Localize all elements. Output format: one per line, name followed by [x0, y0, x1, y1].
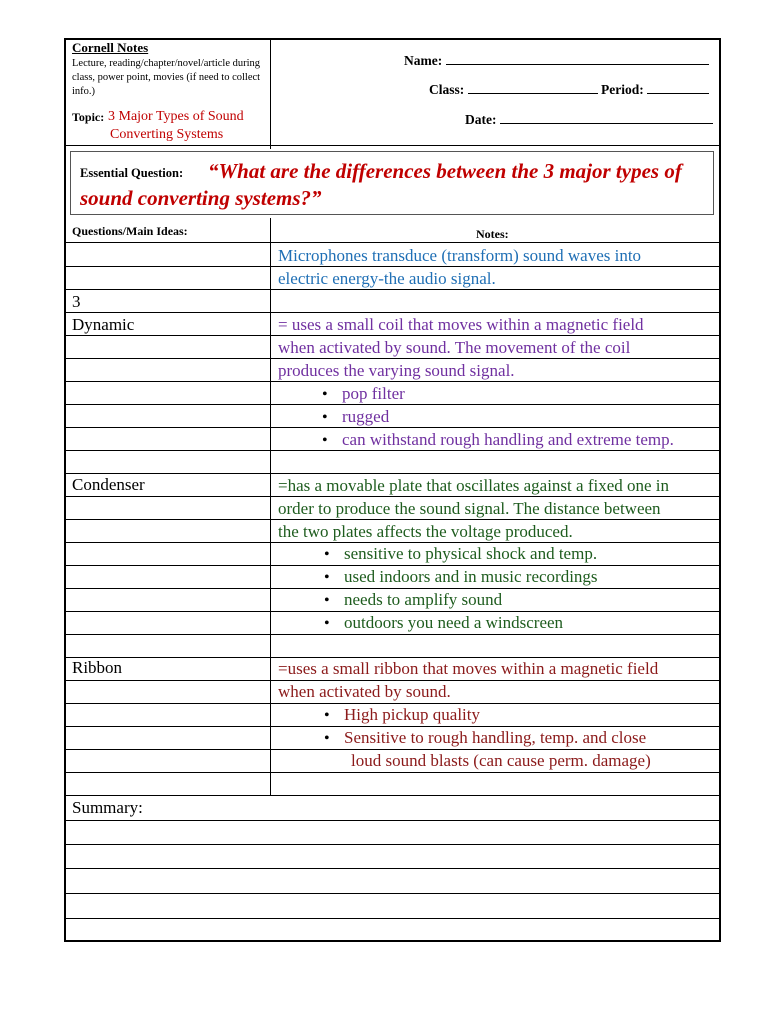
class-field[interactable]	[429, 81, 709, 98]
essential-question-text: “What are the differences between the 3 major types of sound converting systems?”	[80, 159, 682, 210]
note-dynamic-3: produces the varying sound signal.	[278, 361, 515, 380]
name-blank[interactable]	[446, 52, 709, 65]
summary-line	[64, 844, 721, 845]
note-dynamic-1: = uses a small coil that moves within a magnetic field	[278, 315, 644, 334]
date-label: Date:	[465, 112, 497, 127]
header-divider-tick	[270, 139, 271, 149]
dynamic-bullet-3: • can withstand rough handling and extreme temp.	[322, 429, 674, 452]
condenser-bullet-4: • outdoors you need a windscreen	[324, 612, 563, 635]
grid-row-line	[64, 795, 721, 796]
page-title: Cornell Notes	[72, 40, 149, 55]
header-divider	[270, 38, 271, 145]
ribbon-bullet-2: • Sensitive to rough handling, temp. and close	[324, 727, 646, 750]
summary-line	[64, 918, 721, 919]
name-field[interactable]	[404, 52, 709, 69]
idea-ribbon: Ribbon	[72, 658, 123, 677]
column-divider	[270, 218, 271, 795]
note-condenser-1: =has a movable plate that oscillates against a fixed one in	[278, 476, 670, 495]
header-bottom-line	[64, 145, 721, 146]
summary-line	[64, 868, 721, 869]
note-intro-1: Microphones transduce (transform) sound waves into	[278, 246, 642, 265]
page-subtitle: Lecture, reading/chapter/novel/article during class, power point, movies (if need to collect info.)	[72, 58, 261, 97]
summary-line	[64, 820, 721, 821]
dynamic-bullet-2: • rugged	[322, 406, 389, 429]
note-intro-2: electric energy-the audio signal.	[278, 269, 496, 288]
idea-condenser: Condenser	[72, 475, 145, 494]
note-condenser-2: order to produce the sound signal. The distance between	[278, 499, 661, 518]
note-ribbon-1: =uses a small ribbon that moves within a magnetic field	[278, 659, 659, 678]
class-blank[interactable]	[468, 81, 598, 94]
name-label: Name:	[404, 53, 443, 68]
note-ribbon-2: when activated by sound.	[278, 682, 451, 701]
period-blank[interactable]	[647, 81, 709, 94]
questions-header: Questions/Main Ideas:	[72, 224, 188, 238]
idea-dynamic: Dynamic	[72, 315, 135, 334]
topic-label: Topic:	[72, 110, 105, 124]
condenser-bullet-3: • needs to amplify sound	[324, 589, 502, 612]
summary-label: Summary:	[72, 798, 143, 817]
date-field[interactable]	[465, 111, 713, 128]
note-dynamic-2: when activated by sound. The movement of the coil	[278, 338, 631, 357]
idea-count: 3	[72, 292, 81, 311]
grid-row-line	[64, 473, 721, 474]
essential-question-label: Essential Question:	[80, 166, 184, 180]
date-blank[interactable]	[500, 111, 713, 124]
dynamic-bullet-1: • pop filter	[322, 383, 405, 406]
period-label: Period:	[601, 82, 644, 97]
grid-row-line	[64, 242, 721, 243]
class-label: Class:	[429, 82, 465, 97]
topic-value: 3 Major Types of Sound Converting Systems	[108, 109, 244, 142]
summary-line	[64, 893, 721, 894]
condenser-bullet-2: • used indoors and in music recordings	[324, 566, 598, 589]
notes-header: Notes:	[476, 227, 509, 241]
grid-row-line	[64, 772, 721, 773]
note-condenser-3: the two plates affects the voltage produced.	[278, 522, 573, 541]
ribbon-bullet-1: • High pickup quality	[324, 704, 480, 727]
condenser-bullet-1: • sensitive to physical shock and temp.	[324, 543, 597, 566]
ribbon-bullet-2-continuation: loud sound blasts (can cause perm. damage)	[351, 751, 651, 770]
grid-row-line	[64, 427, 721, 428]
essential-question	[80, 158, 710, 212]
grid-row-line	[64, 312, 721, 313]
